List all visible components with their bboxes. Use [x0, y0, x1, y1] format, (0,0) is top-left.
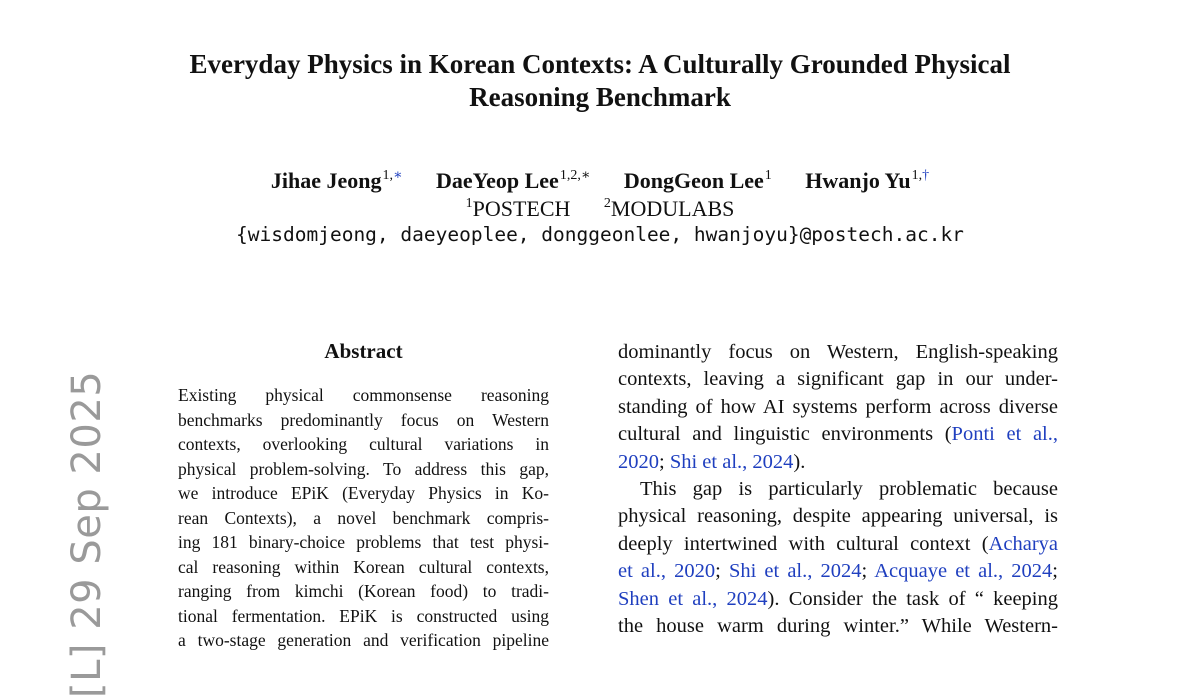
abstract-line: rean Contexts), a novel benchmark compris-	[178, 507, 549, 528]
body-line: dominantly focus on Western, English-speaking	[618, 341, 1058, 363]
citation-acquaye-2024[interactable]: Acquaye et al., 2024	[874, 560, 1053, 583]
body-line: deeply intertwined with cultural context (Acharya	[618, 532, 1058, 555]
author-3: DongGeon Lee$^1$	[623, 168, 772, 193]
citation-ponti-2020[interactable]: Ponti et al.,	[951, 423, 1058, 446]
author-1: Jihae Jeong$^{1,∗}$	[270, 168, 403, 193]
abstract-text	[178, 383, 549, 653]
paper-title	[0, 48, 1200, 114]
affiliations	[0, 190, 1200, 223]
citation-shi-2024[interactable]: Shi et al., 2024	[728, 560, 862, 583]
arxiv-stamp-text: [L] 29 Sep 2025	[64, 370, 110, 698]
corresponding-author-mark[interactable]: †	[922, 168, 930, 183]
body-line: Shen et al., 2024). Consider the task of “ keeping	[618, 587, 1059, 610]
author-4: Hwanjo $Yu^{1,\dagger}$	[805, 168, 930, 193]
arxiv-side-stamp	[24, 370, 110, 698]
title-line-1: Everyday Physics in Korean Contexts: A Culturally Grounded Physical	[189, 49, 1011, 79]
citation-acharya-2020[interactable]: Acharya	[988, 532, 1058, 555]
abstract-line: contexts, overlooking cultural variations in	[178, 434, 549, 454]
abstract-line: Existing physical commonsense reasoning	[178, 385, 549, 405]
body-line: 2020; Shi et al., 2024).	[618, 450, 806, 473]
body-line: cultural and linguistic environments (Ponti et al.,	[618, 423, 1058, 446]
body-line: contexts, leaving a significant gap in our under-	[618, 368, 1058, 391]
body-line: et al., 2020; Shi et al., 2024; Acquaye et al., 2024;	[618, 560, 1058, 583]
abstract-line: ing 181 binary-choice problems that test physi-	[178, 532, 549, 552]
abstract-line: benchmarks predominantly focus on Western	[178, 409, 549, 430]
citation-shen-2024[interactable]: Shen et al., 2024	[618, 587, 768, 610]
equal-contribution-mark[interactable]: ∗	[392, 168, 403, 183]
body-line: standing of how AI systems perform across diverse	[618, 395, 1058, 418]
affiliation-2: $^2$MODULABS	[603, 196, 735, 221]
abstract-line: tional fermentation. EPiK is constructed using	[178, 605, 549, 626]
citation-shi-2024[interactable]: Shi et al., 2024	[669, 450, 794, 473]
abstract-line: physical problem-solving. To address this gap,	[178, 458, 549, 479]
author-emails: {wisdomjeong, daeyeoplee, donggeonlee, hwanjoyu}@postech.ac.kr	[236, 223, 964, 246]
body-line: the house warm during winter.” While Western-	[618, 615, 1058, 638]
title-line-2: Reasoning Benchmark	[469, 82, 731, 112]
body-line: physical reasoning, despite appearing universal, is	[618, 505, 1058, 528]
introduction-text	[618, 339, 1058, 640]
abstract-line: ranging from kimchi (Korean food) to tradi-	[178, 581, 549, 601]
abstract-line: we introduce EPiK (Everyday Physics in Ko-	[178, 483, 549, 503]
author-2: DaeYeop Lee$^{1,2,∗}$	[436, 168, 591, 193]
abstract-heading: Abstract	[324, 339, 403, 363]
citation-acharya-2020-year[interactable]: et al., 2020	[618, 560, 716, 583]
affiliation-1: $^1$POSTECH	[465, 196, 571, 221]
abstract-line: a two-stage generation and verification pipeline	[178, 630, 549, 650]
citation-ponti-2020-year[interactable]: 2020	[618, 450, 659, 473]
body-line: This gap is particularly problematic because	[640, 478, 1058, 501]
abstract-line: cal reasoning within Korean cultural contexts,	[178, 556, 549, 577]
